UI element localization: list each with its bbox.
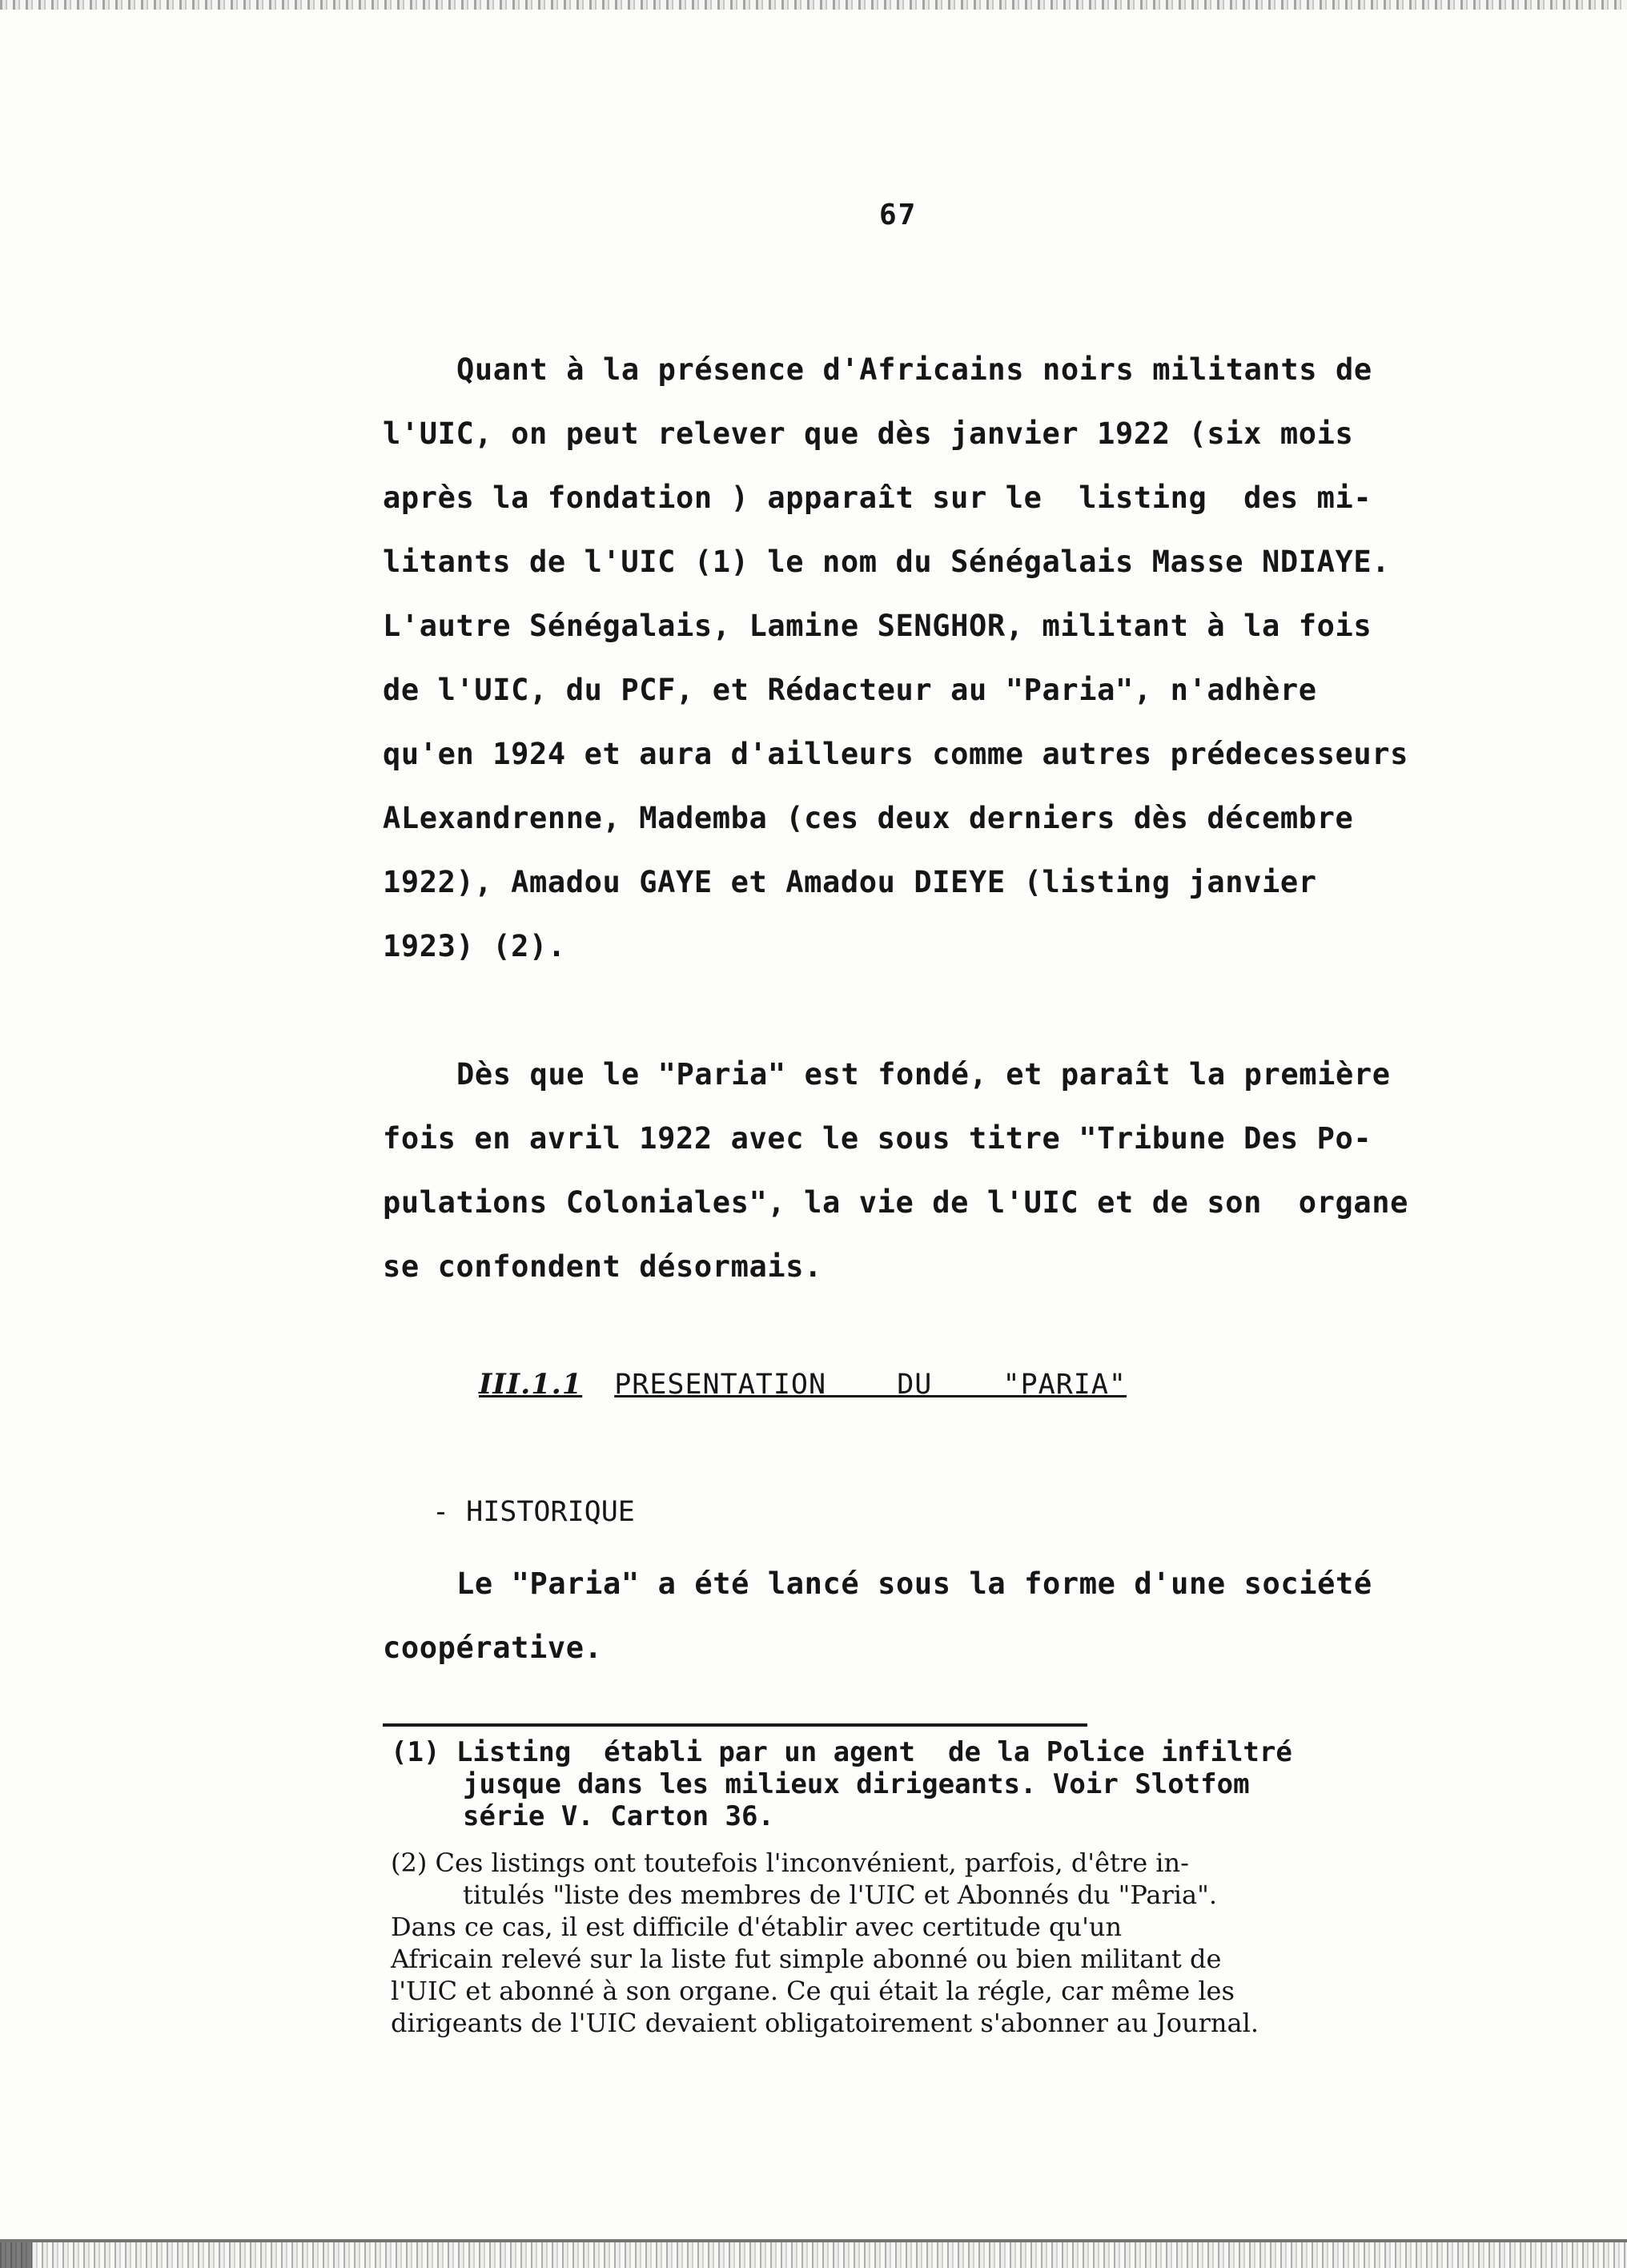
section-heading: [479, 1368, 1127, 1401]
section-title: PRESENTATION DU "PARIA": [614, 1369, 1127, 1401]
paragraph-3-line: coopérative.: [383, 1631, 603, 1665]
paragraph-1-line: l'UIC, on peut relever que dès janvier 1922 (six mois: [383, 416, 1354, 451]
paragraph-3: [383, 1552, 1504, 1680]
paragraph-2-line: pulations Coloniales", la vie de l'UIC et de son organe: [383, 1185, 1409, 1220]
section-number: III.1.1: [479, 1368, 583, 1401]
paragraph-1-line: L'autre Sénégalais, Lamine SENGHOR, militant à la fois: [383, 609, 1372, 643]
paragraph-spacer: [383, 979, 1504, 1043]
paragraph-1-line: ALexandrenne, Mademba (ces deux derniers dès décembre: [383, 801, 1354, 835]
scan-edge-corner: [0, 2242, 32, 2268]
footnote-2-line: l'UIC et abonné à son organe. Ce qui était la régle, car même les: [391, 1976, 1235, 2006]
footnote-2-line: dirigeants de l'UIC devaient obligatoirement s'abonner au Journal.: [391, 2008, 1259, 2038]
footnote-1: [391, 1736, 1488, 1832]
footnote-1-line: série V. Carton 36.: [463, 1800, 774, 1832]
paragraph-1-line: Quant à la présence d'Africains noirs militants de: [456, 352, 1372, 387]
footnotes: [391, 1736, 1488, 2039]
paragraph-1-line: de l'UIC, du PCF, et Rédacteur au "Paria", n'adhère: [383, 673, 1317, 707]
footnote-2-line: (2) Ces listings ont toutefois l'inconvénient, parfois, d'être in-: [391, 1848, 1189, 1878]
footnote-1-line: jusque dans les milieux dirigeants. Voir Slotfom: [463, 1768, 1250, 1800]
footnote-2-line: Dans ce cas, il est difficile d'établir avec certitude qu'un: [391, 1912, 1123, 1942]
paragraph-1-line: 1923) (2).: [383, 929, 566, 963]
footnote-2-line: titulés "liste des membres de l'UIC et Abonnés du "Paria".: [463, 1880, 1217, 1910]
paragraph-3-line: Le "Paria" a été lancé sous la forme d'une société: [456, 1566, 1372, 1601]
footnote-1-line: (1) Listing établi par un agent de la Police infiltré: [391, 1736, 1292, 1768]
paragraph-1-line: qu'en 1924 et aura d'ailleurs comme autres prédecesseurs: [383, 737, 1409, 771]
paragraph-1-line: litants de l'UIC (1) le nom du Sénégalais Masse NDIAYE.: [383, 545, 1391, 579]
scan-edge-bottom: [0, 2242, 1627, 2268]
sub-heading: - HISTORIQUE: [432, 1496, 635, 1528]
paragraph-2-line: fois en avril 1922 avec le sous titre "Tribune Des Po-: [383, 1121, 1372, 1156]
page-number: 67: [879, 199, 918, 231]
main-text: [383, 338, 1504, 1299]
paragraph-1-line: après la fondation ) apparaît sur le listing des mi-: [383, 481, 1372, 515]
scan-edge-top: [0, 0, 1627, 10]
footnote-2: [391, 1847, 1488, 2039]
footnote-divider: [383, 1723, 1087, 1727]
paragraph-2-line: se confondent désormais.: [383, 1249, 823, 1284]
paragraph-1-line: 1922), Amadou GAYE et Amadou DIEYE (listing janvier: [383, 865, 1317, 899]
paragraph-2-line: Dès que le "Paria" est fondé, et paraît la première: [456, 1057, 1391, 1092]
footnote-2-line: Africain relevé sur la liste fut simple abonné ou bien militant de: [391, 1944, 1222, 1974]
